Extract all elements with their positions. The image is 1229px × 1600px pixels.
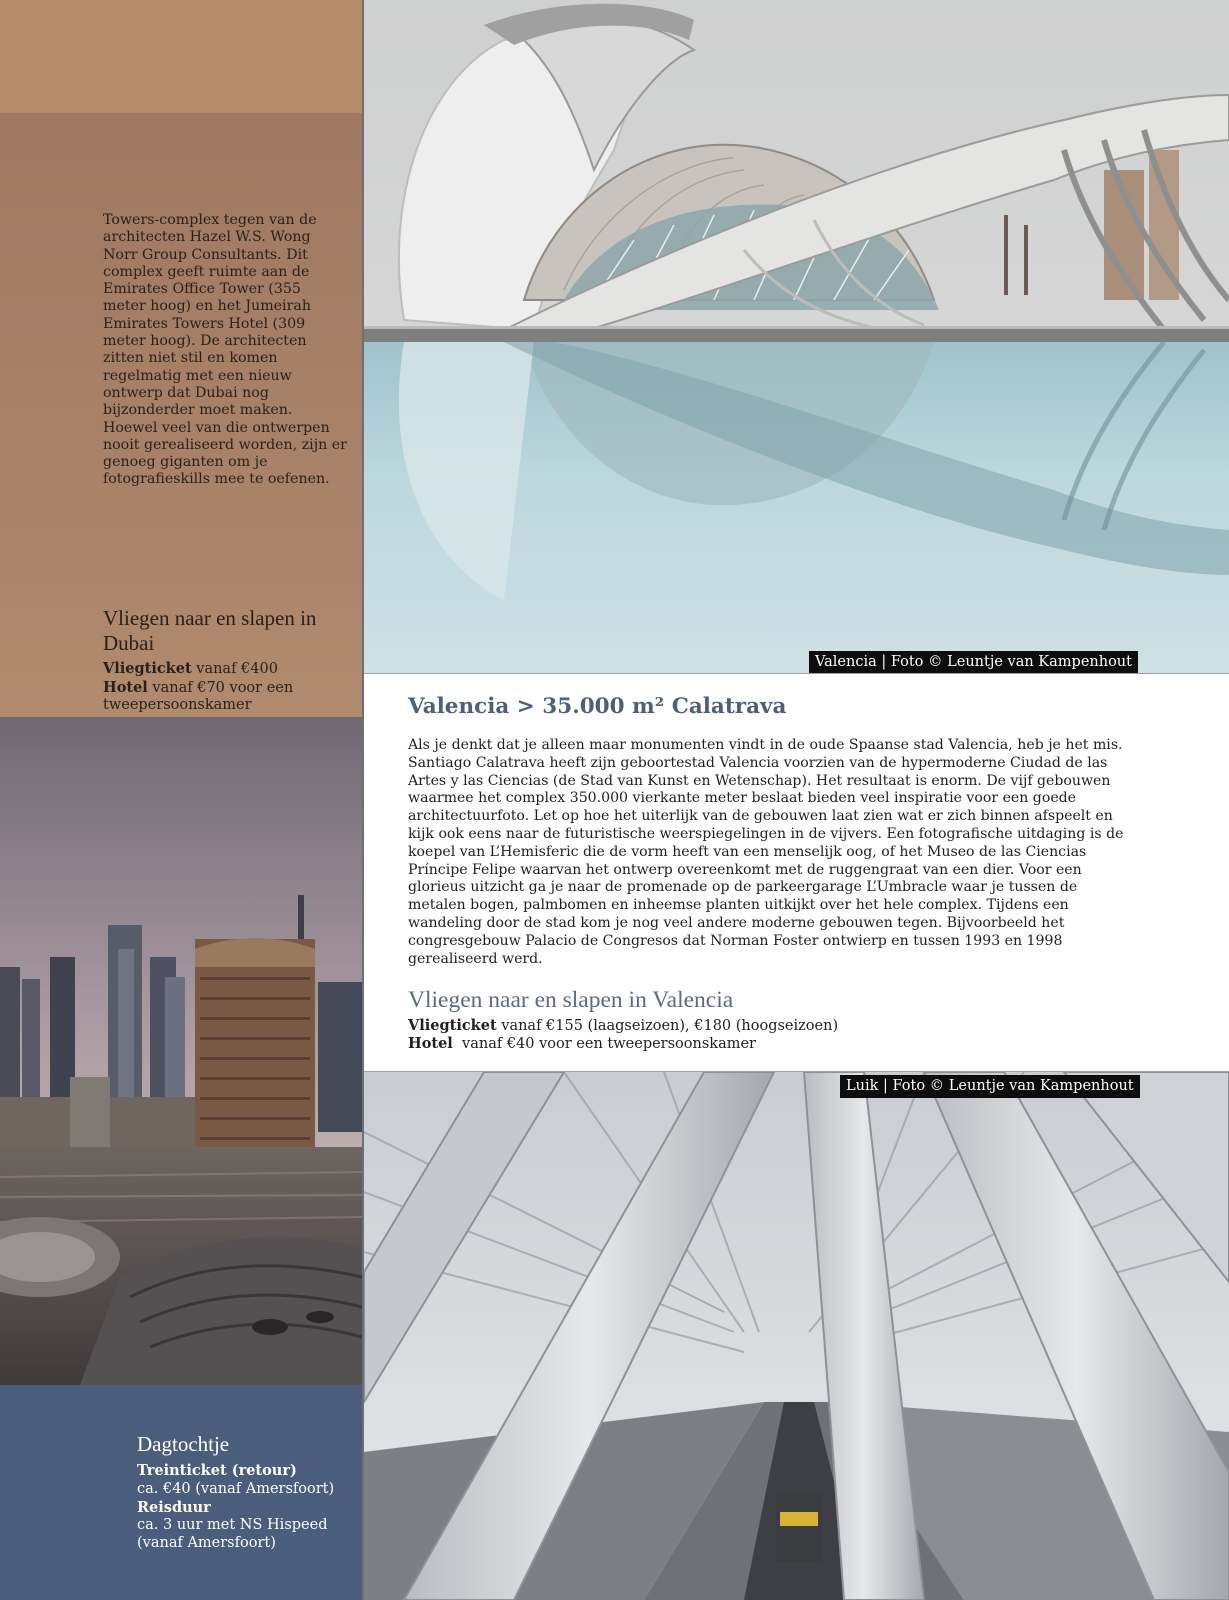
dagtochtje-heading: Dagtochtje: [137, 1432, 230, 1456]
valencia-photo: [364, 0, 1229, 673]
dubai-ticket-line: [103, 660, 353, 679]
travel-duration-label: Reisduur: [137, 1498, 211, 1516]
dubai-info: [103, 660, 353, 715]
left-top-band: [0, 0, 362, 113]
dubai-hotel-line: [103, 679, 353, 715]
dubai-ticket-label: Vliegticket: [103, 660, 192, 677]
article-title: Valencia > 35.000 m² Calatrava: [408, 694, 787, 719]
train-ticket-label: Treinticket (retour): [137, 1462, 297, 1479]
valencia-travel-info: [408, 1017, 1128, 1053]
article-body: Als je denkt dat je alleen maar monumenten vindt in de oude Spaanse stad Valencia, heb je het mis. Santiago Calatrava heeft zijn geboortestad Valencia voorzien van de hypermoderne Ciudad de las Artes y las Ciencias (de Stad van Kunst en Wetenschap). Het resultaat is enorm. De vijf gebouwen waarmee het complex 350.000 vierkante meter beslaat bieden veel inspiratie voor een goede architectuurfoto. Let op hoe het uiterlijk van de gebouwen laat zien wat er zich binnen afspeelt en kijk ook eens naar de futuristische weerspiegelingen in de vijvers. Een fotografische uitdaging is de koepel van L’Hemisferic die de vorm heeft van een menselijk oog, of het Museo de las Ciencias Príncipe Felipe waarvan het ontwerp overeenkomt met de ruggengraat van een dier. Voor een glorieus uitzicht ga je naar de promenade op de parkeergarage L’Umbracle waar je tussen de metalen bogen, palmbomen en inheemse planten uitkijkt over het hele complex. Tijdens een wandeling door de stad kom je nog veel andere moderne gebouwen tegen. Bijvoorbeeld het congresgebouw Palacio de Congresos dat Norman Foster ontwierp en tussen 1993 en 1998 gerealiseerd werd.: [408, 737, 1124, 967]
valencia-ticket-label: Vliegticket: [408, 1017, 497, 1034]
dubai-hotel-label: Hotel: [103, 678, 148, 696]
dagtochtje-info: [137, 1462, 362, 1553]
valencia-hotel-line: [408, 1035, 1128, 1053]
travel-duration-value: ca. 3 uur met NS Hispeed (vanaf Amersfoort): [137, 1517, 328, 1552]
valencia-photo-caption: Valencia | Foto © Leuntje van Kampenhout: [809, 651, 1138, 674]
train-ticket-value: ca. €40 (vanaf Amersfoort): [137, 1480, 335, 1497]
dubai-skyline-photo: [0, 717, 362, 1385]
valencia-ticket-value: vanaf €155 (laagseizoen), €180 (hoogseizoen): [501, 1018, 839, 1034]
dubai-hotel-value: vanaf €70 voor een tweepersoonskamer: [103, 679, 294, 713]
dubai-ticket-value: vanaf €400: [196, 661, 278, 677]
valencia-hotel-label: Hotel: [408, 1035, 453, 1052]
dubai-heading: Vliegen naar en slapen in Dubai: [103, 606, 317, 655]
valencia-ticket-line: [408, 1017, 1128, 1035]
luik-station-photo: [364, 1072, 1229, 1600]
valencia-hotel-value: vanaf €40 voor een tweepersoonskamer: [462, 1036, 756, 1052]
intro-paragraph: Towers-complex tegen van de architecten Hazel W.S. Wong Norr Group Consultants. Dit complex geeft ruimte aan de Emirates Office Tower (355 meter hoog) en het Jumeirah Emirates Towers Hotel (309 meter hoog). De architecten zitten niet stil en komen regelmatig met een nieuw ontwerp dat Dubai nog bijzonderder moet maken. Hoewel veel van die ontwerpen nooit gerealiseerd worden, zijn er genoeg giganten om je fotografieskills mee te oefenen.: [103, 212, 347, 488]
valencia-travel-heading: Vliegen naar en slapen in Valencia: [408, 987, 734, 1013]
luik-photo-caption: Luik | Foto © Leuntje van Kampenhout: [840, 1075, 1140, 1098]
